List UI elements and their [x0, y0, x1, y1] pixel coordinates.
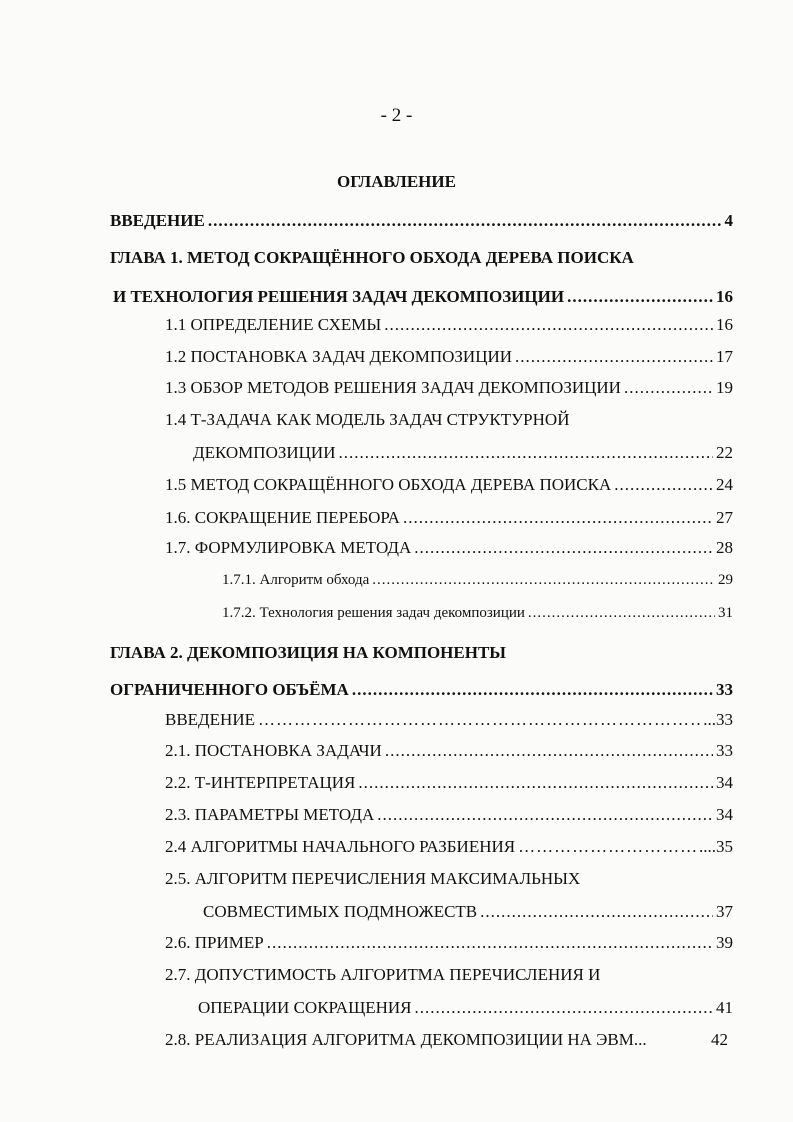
toc-entry-1-7-1: 1.7.1. Алгоритм обхода ..... 29: [222, 567, 733, 593]
dot-leader: [480, 899, 713, 925]
dot-leader: [377, 802, 713, 828]
dot-leader: [338, 440, 713, 466]
toc-entry-1-3: 1.3 ОБЗОР МЕТОДОВ РЕШЕНИЯ ЗАДАЧ ДЕКОМПОЗИЦИИ ..... 19: [165, 375, 733, 401]
toc-entry-2-5-cont: СОВМЕСТИМЫХ ПОДМНОЖЕСТВ ..... 37: [203, 899, 733, 925]
toc-entry-chapter-1: ГЛАВА 1. МЕТОД СОКРАЩЁННОГО ОБХОДА ДЕРЕВА ПОИСКА: [110, 248, 634, 267]
dot-leader: [528, 600, 715, 626]
dot-leader: [352, 677, 713, 703]
toc-entry-chapter-2-cont: ОГРАНИЧЕННОГО ОБЪЁМА ..... 33: [110, 677, 733, 703]
toc-entry-2-3: 2.3. ПАРАМЕТРЫ МЕТОДА ..... 34: [165, 802, 733, 828]
page-number: - 2 -: [380, 105, 413, 126]
toc-entry-2-2: 2.2. Т-ИНТЕРПРЕТАЦИЯ ..... 34: [165, 770, 733, 796]
toc-entry-1-6: 1.6. СОКРАЩЕНИЕ ПЕРЕБОРА ..... 27: [165, 505, 733, 531]
dot-leader: [384, 312, 713, 338]
dot-leader: [518, 834, 696, 860]
toc-entry-2-4: 2.4 АЛГОРИТМЫ НАЧАЛЬНОГО РАЗБИЕНИЯ ………………………………………………………………………………………………………………………… ....35: [165, 834, 733, 860]
toc-entry-2-6: 2.6. ПРИМЕР ..... 39: [165, 930, 733, 956]
toc-entry-1-4: 1.4 Т-ЗАДАЧА КАК МОДЕЛЬ ЗАДАЧ СТРУКТУРНОЙ: [165, 410, 570, 429]
toc-entry-2-7: 2.7. ДОПУСТИМОСТЬ АЛГОРИТМА ПЕРЕЧИСЛЕНИЯ И: [165, 965, 601, 984]
dot-leader: [624, 375, 713, 401]
toc-entry-chapter-1-cont: И ТЕХНОЛОГИЯ РЕШЕНИЯ ЗАДАЧ ДЕКОМПОЗИЦИИ ..... 16: [113, 284, 733, 310]
dot-leader: [258, 707, 700, 733]
dot-leader: [208, 208, 722, 234]
dot-leader: [267, 930, 713, 956]
dot-leader: [414, 535, 713, 561]
toc-entry-1-5: 1.5 МЕТОД СОКРАЩЁННОГО ОБХОДА ДЕРЕВА ПОИСКА ..... 24: [165, 472, 733, 498]
dot-leader: [385, 738, 713, 764]
dot-leader: [372, 567, 715, 593]
toc-entry-1-2: 1.2 ПОСТАНОВКА ЗАДАЧ ДЕКОМПОЗИЦИИ ..... 17: [165, 344, 733, 370]
toc-entry-2-7-cont: ОПЕРАЦИИ СОКРАЩЕНИЯ ..... 41: [198, 995, 733, 1021]
dot-leader: [614, 472, 713, 498]
dot-leader: [415, 995, 713, 1021]
dot-leader: [403, 505, 713, 531]
toc-entry-2-5: 2.5. АЛГОРИТМ ПЕРЕЧИСЛЕНИЯ МАКСИМАЛЬНЫХ: [165, 869, 581, 888]
toc-entry-introduction: ВВЕДЕНИЕ ..... 4: [110, 208, 733, 234]
dot-leader: [515, 344, 713, 370]
toc-entry-2-introduction: ВВЕДЕНИЕ ………………………………………………………………………………………………………………………… ...33: [165, 707, 733, 733]
toc-entry-1-7-2: 1.7.2. Технология решения задач декомпозиции ..... 31: [222, 600, 733, 626]
toc-entry-1-4-cont: ДЕКОМПОЗИЦИИ ..... 22: [193, 440, 733, 466]
toc-entry-chapter-2: ГЛАВА 2. ДЕКОМПОЗИЦИЯ НА КОМПОНЕНТЫ: [110, 643, 506, 662]
dot-leader: [567, 284, 713, 310]
dot-leader: [358, 770, 713, 796]
toc-entry-1-1: 1.1 ОПРЕДЕЛЕНИЕ СХЕМЫ ..... 16: [165, 312, 733, 338]
toc-title: ОГЛАВЛЕНИЕ: [337, 172, 456, 191]
toc-entry-2-1: 2.1. ПОСТАНОВКА ЗАДАЧИ ..... 33: [165, 738, 733, 764]
toc-entry-1-7: 1.7. ФОРМУЛИРОВКА МЕТОДА ..... 28: [165, 535, 733, 561]
toc-entry-2-8: 2.8. РЕАЛИЗАЦИЯ АЛГОРИТМА ДЕКОМПОЗИЦИИ НА ЭВМ... 42: [165, 1030, 728, 1049]
